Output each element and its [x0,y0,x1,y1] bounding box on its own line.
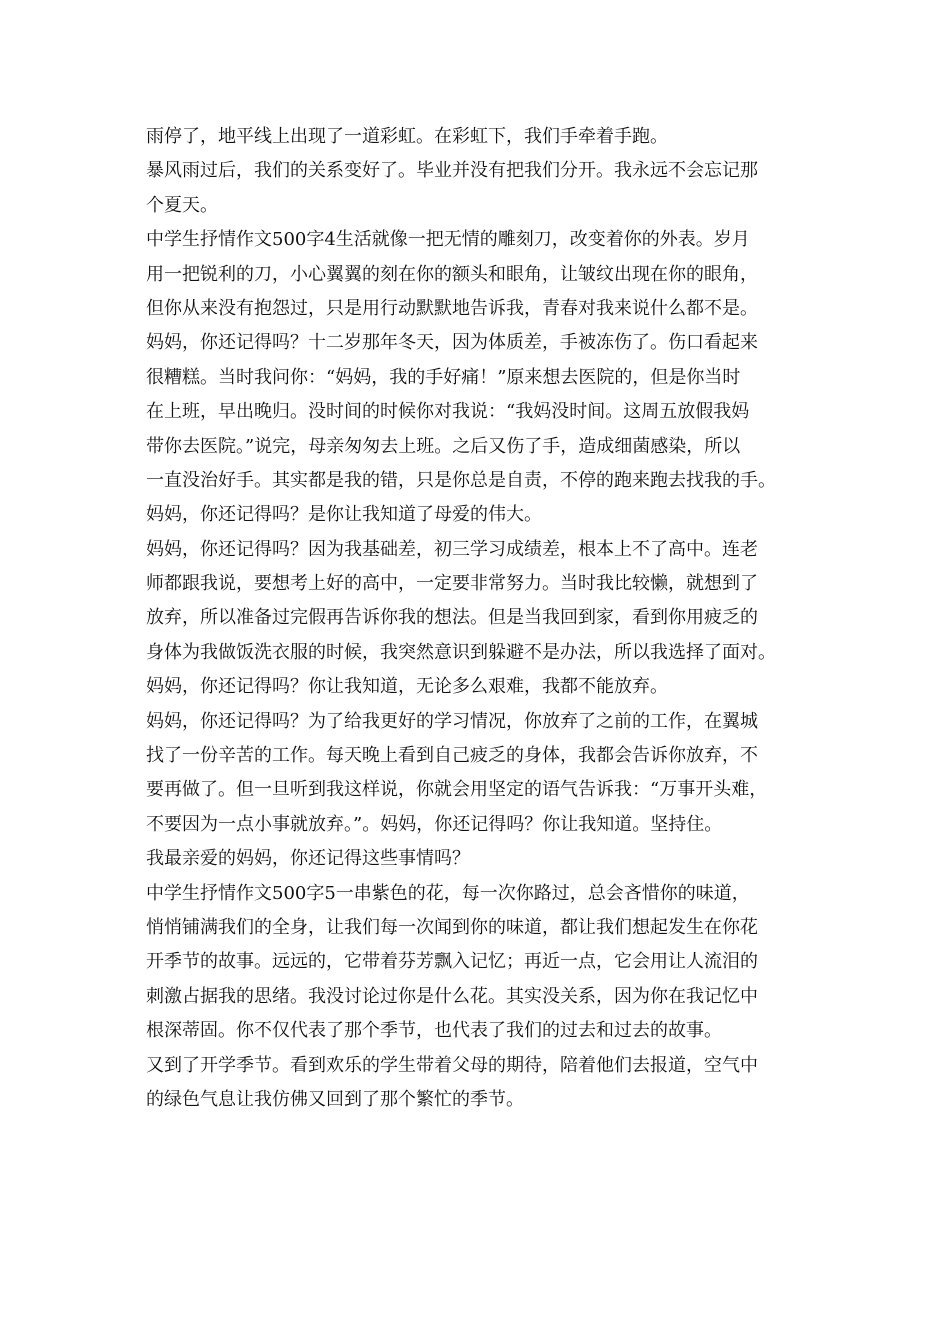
text-line: 放弃，所以准备过完假再告诉你我的想法。但是当我回到家，看到你用疲乏的 [146,607,758,629]
text-line: 师都跟我说，要想考上好的高中，一定要非常努力。当时我比较懒，就想到了 [146,573,758,595]
text-line: 刺激占据我的思绪。我没讨论过你是什么花。其实没关系，因为你在我记忆中 [146,985,758,1007]
document-body [146,120,816,1117]
essay-4-heading-line: 中学生抒情作文500字4生活就像一把无情的雕刻刀，改变着你的外表。岁月 [146,229,750,251]
text-line: 但你从来没有抱怨过，只是用行动默默地告诉我，青春对我来说什么都不是。 [146,297,758,319]
essay-5-heading-line: 中学生抒情作文500字5一串紫色的花，每一次你路过，总会吝惜你的味道， [146,882,750,904]
text-line: 妈妈，你还记得吗？你让我知道，无论多么艰难，我都不能放弃。 [146,676,668,698]
text-line: 一直没治好手。其实都是我的错，只是你总是自责，不停的跑来跑去找我的手。 [146,469,776,491]
text-line: 根深蒂固。你不仅代表了那个季节，也代表了我们的过去和过去的故事。 [146,1020,722,1042]
text-line: 妈妈，你还记得吗？为了给我更好的学习情况，你放弃了之前的工作，在翼城 [146,710,758,732]
text-line: 妈妈，你还记得吗？十二岁那年冬天，因为体质差，手被冻伤了。伤口看起来 [146,332,758,354]
text-line: 带你去医院。”说完，母亲匆匆去上班。之后又伤了手，造成细菌感染，所以 [146,435,741,457]
text-line: 个夏天。 [146,194,218,216]
text-line: 用一把锐利的刀，小心翼翼的刻在你的额头和眼角，让皱纹出现在你的眼角， [146,263,758,285]
text-line: 身体为我做饭洗衣服的时候，我突然意识到躲避不是办法，所以我选择了面对。 [146,641,776,663]
text-line: 不要因为一点小事就放弃。”。妈妈，你还记得吗？你让我知道。坚持住。 [146,813,723,835]
text-line: 暴风雨过后，我们的关系变好了。毕业并没有把我们分开。我永远不会忘记那 [146,160,758,182]
text-line: 要再做了。但一旦听到我这样说，你就会用坚定的语气告诉我：“万事开头难， [146,779,768,801]
text-line: 开季节的故事。远远的，它带着芬芳飘入记忆；再近一点，它会用让人流泪的 [146,951,758,973]
text-line: 雨停了，地平线上出现了一道彩虹。在彩虹下，我们手牵着手跑。 [146,126,668,147]
text-line: 我最亲爱的妈妈，你还记得这些事情吗？ [146,848,470,870]
text-line: 很糟糕。当时我问你：“妈妈，我的手好痛！”原来想去医院的，但是你当时 [146,366,741,388]
text-line: 妈妈，你还记得吗？因为我基础差，初三学习成绩差，根本上不了高中。连老 [146,538,758,560]
text-line: 悄悄铺满我们的全身，让我们每一次闻到你的味道，都让我们想起发生在你花 [146,916,758,938]
text-line: 的绿色气息让我仿佛又回到了那个繁忙的季节。 [146,1088,524,1110]
text-line: 妈妈，你还记得吗？是你让我知道了母爱的伟大。 [146,504,542,526]
text-line: 找了一份辛苦的工作。每天晚上看到自己疲乏的身体，我都会告诉你放弃，不 [146,745,758,767]
text-line: 又到了开学季节。看到欢乐的学生带着父母的期待，陪着他们去报道，空气中 [146,1054,758,1076]
text-line: 在上班，早出晚归。没时间的时候你对我说：“我妈没时间。这周五放假我妈 [146,401,750,423]
